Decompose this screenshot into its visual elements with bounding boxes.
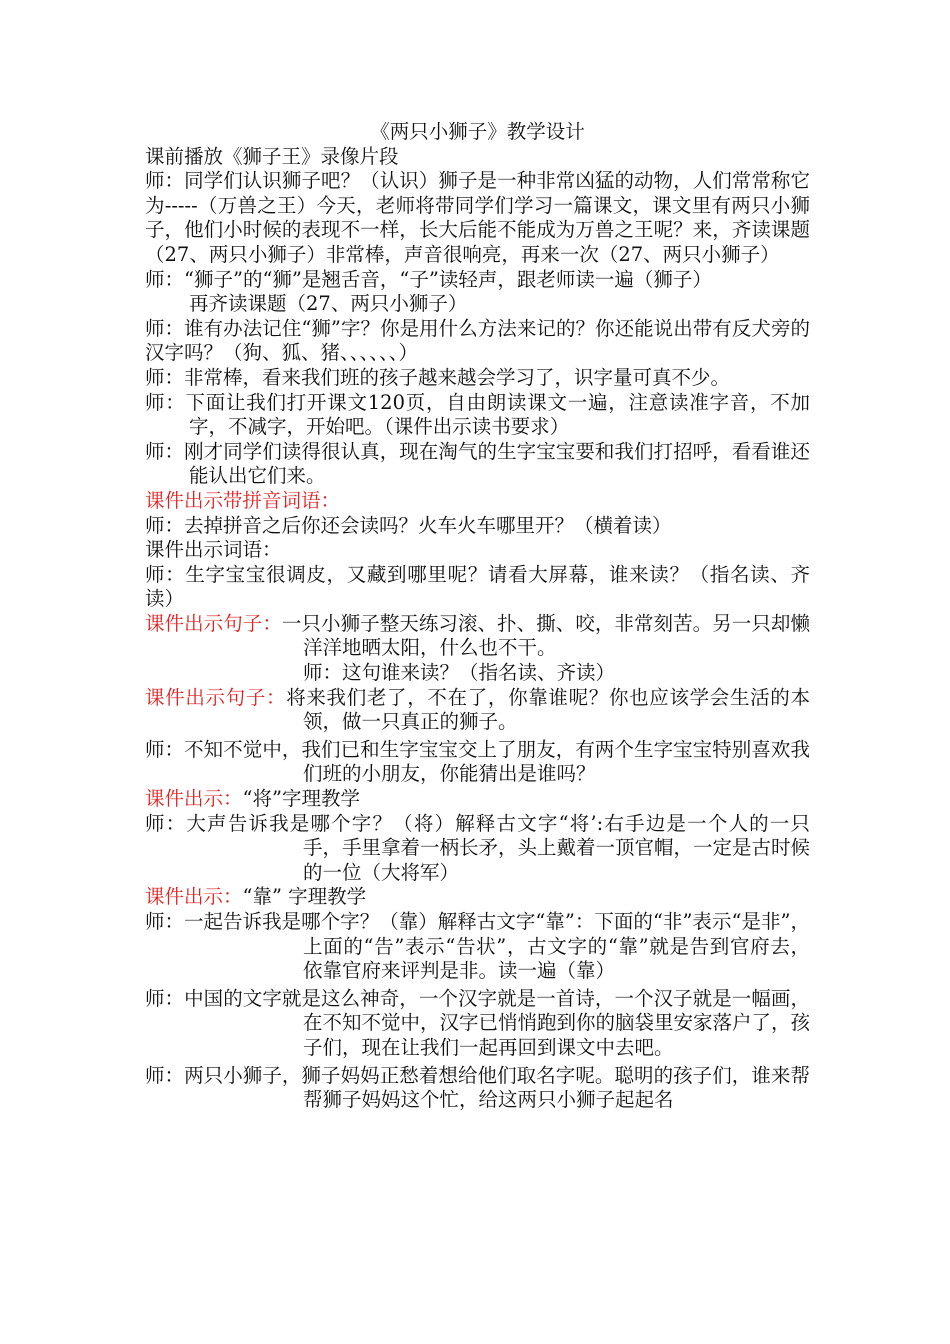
teacher-paragraph: 师：这句谁来读？（指名读、齐读） xyxy=(303,661,616,685)
teacher-paragraph: 师：非常棒，看来我们班的孩子越来越会学习了，识字量可真不少。 xyxy=(145,365,731,389)
teacher-paragraph: 师：中国的文字就是这么神奇，一个汉字就是一首诗，一个汉子就是一幅画，在不知不觉中，汉字已悄悄跑到你的脑袋里安家落户了，孩子们，现在让我们一起再回到课文中去吧。 xyxy=(145,986,811,1059)
courseware-label: 课件出示： xyxy=(145,787,243,811)
document-page xyxy=(145,120,810,1113)
teacher-paragraph: 师：不知不觉中，我们已和生字宝宝交上了朋友，有两个生字宝宝特别喜欢我们班的小朋友，你能猜出是谁吗？ xyxy=(145,737,810,786)
teacher-paragraph: 师：“狮子”的“狮”是翘舌音，“子”读轻声，跟老师读一遍（狮子） xyxy=(145,267,712,291)
courseware-topic: “靠” 字理教学 xyxy=(242,885,367,909)
courseware-sentence xyxy=(145,686,810,735)
sentence-text: 一只小狮子整天练习滚、扑、撕、咬，非常刻苦。另一只却懒洋洋地晒太阳，什么也不干。 xyxy=(281,611,810,660)
teacher-paragraph: 师：去掉拼音之后你还会读吗？火车火车哪里开？（横着读） xyxy=(145,513,672,537)
courseware-sentence xyxy=(145,612,810,661)
courseware-heading xyxy=(145,787,810,812)
document-title: 《两只小狮子》教学设计 xyxy=(370,120,585,143)
teacher-paragraph: 师：一起告诉我是哪个字？（靠）解释古文字“靠”：下面的“非”表示“是非”，上面的“告”表示“告状”，古文字的“靠”就是告到官府去，依靠官府来评判是非。读一遍（靠） xyxy=(145,910,810,983)
courseware-label: 课件出示句子： xyxy=(145,611,282,635)
sentence-text: 将来我们老了，不在了，你靠谁呢？你也应该学会生活的本领，做一只真正的狮子。 xyxy=(286,685,810,734)
teacher-paragraph: 师：大声告诉我是哪个字？（将）解释古文字“将’:右手边是一个人的一只手，手里拿着一柄长矛，头上戴着一顶官帽，一定是古时候的一位（大将军） xyxy=(145,811,811,884)
teacher-paragraph: 师：刚才同学们读得很认真，现在淘气的生字宝宝要和我们打招呼，看看谁还能认出它们来。 xyxy=(145,439,810,488)
courseware-label: 课件出示句子： xyxy=(145,685,287,709)
courseware-label: 课件出示： xyxy=(145,885,243,909)
teacher-paragraph: 师：谁有办法记住“狮”字？你是用什么方法来记的？你还能说出带有反犬旁的汉字吗？（狗、狐、猪、、、、、、） xyxy=(145,316,810,365)
teacher-paragraph: 师：生字宝宝很调皮，又藏到哪里呢？请看大屏幕，谁来读？（指名读、齐读） xyxy=(145,562,810,611)
courseware-topic: “将”字理教学 xyxy=(242,787,360,811)
courseware-heading xyxy=(145,885,810,910)
courseware-heading: 课件出示词语： xyxy=(145,538,282,562)
teacher-paragraph: 师：同学们认识狮子吧？（认识）狮子是一种非常凶猛的动物，人们常常称它为-----（万兽之王）今天，老师将带同学们学习一篇课文，课文里有两只小狮子，他们小时候的表现不一样，长大后能不能成为万兽之王呢？来，齐读课题（27、两只小狮子）非常棒，声音很响亮，再来一次（27、两只小狮子） xyxy=(145,169,810,266)
teacher-paragraph: 师：两只小狮子，狮子妈妈正愁着想给他们取名字呢。聪明的孩子们，谁来帮帮狮子妈妈这个忙，给这两只小狮子起起名 xyxy=(145,1063,810,1112)
teacher-paragraph: 师：下面让我们打开课文120页，自由朗读课文一遍，注意读准字音，不加字，不减字，开始吧。（课件出示读书要求） xyxy=(145,390,810,439)
intro-line: 课前播放《狮子王》录像片段 xyxy=(145,144,399,168)
instruction-line: 再齐读课题（27、两只小狮子） xyxy=(189,292,468,316)
courseware-heading: 课件出示带拼音词语： xyxy=(145,488,341,512)
